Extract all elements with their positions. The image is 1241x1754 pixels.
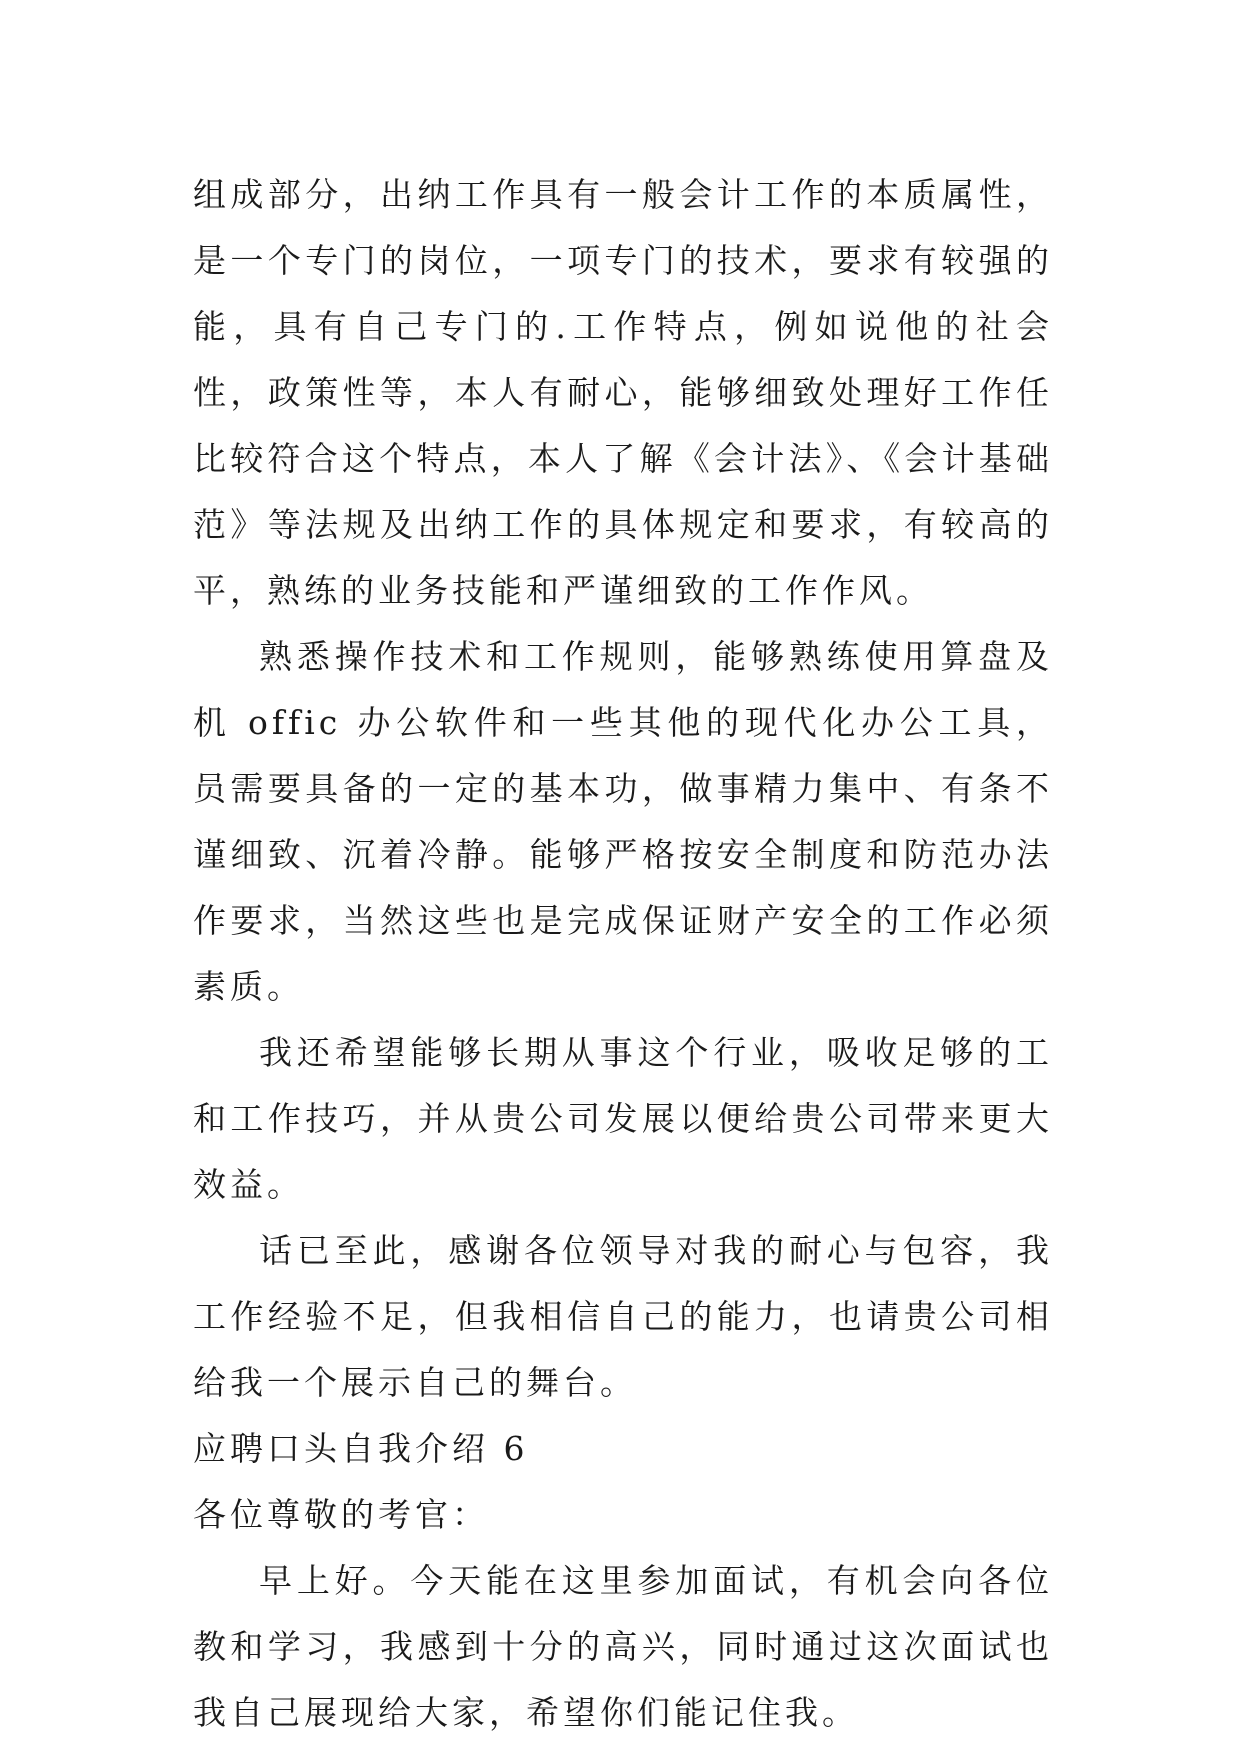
salutation: 各位尊敬的考官： [193,1495,489,1534]
text-line: 机 offic 办公软件和一些其他的现代化办公工具， [193,703,1053,742]
paragraph-first-line: 话已至此，感谢各位领导对我的耐心与包容，我 [259,1231,1053,1270]
text-line: 组成部分，出纳工作具有一般会计工作的本质属性， [193,175,1053,214]
text-line: 我自己展现给大家，希望你们能记住我。 [193,1693,859,1732]
text-line: 范》等法规及出纳工作的具体规定和要求，有较高的 [193,505,1053,544]
text-line: 工作经验不足，但我相信自己的能力，也请贵公司相 [193,1297,1053,1336]
text-line: 和工作技巧，并从贵公司发展以便给贵公司带来更大 [193,1099,1053,1138]
text-line: 能，具有自己专门的.工作特点，例如说他的社会 [193,307,1053,346]
text-line: 平，熟练的业务技能和严谨细致的工作作风。 [193,571,933,610]
text-line: 谨细致、沉着冷静。能够严格按安全制度和防范办法 [193,835,1053,874]
text-line: 员需要具备的一定的基本功，做事精力集中、有条不 [193,769,1053,808]
paragraph-first-line: 我还希望能够长期从事这个行业，吸收足够的工 [259,1033,1053,1072]
text-line: 效益。 [193,1165,304,1204]
text-line: 性，政策性等，本人有耐心，能够细致处理好工作任 [193,373,1053,412]
text-line: 给我一个展示自己的舞台。 [193,1363,637,1402]
text-line: 比较符合这个特点，本人了解《会计法》、《会计基础 [193,439,1053,478]
paragraph-first-line: 早上好。今天能在这里参加面试，有机会向各位 [259,1561,1053,1600]
paragraph-first-line: 熟悉操作技术和工作规则，能够熟练使用算盘及 [259,637,1053,676]
text-line: 素质。 [193,967,304,1006]
text-line: 教和学习，我感到十分的高兴，同时通过这次面试也 [193,1627,1053,1666]
document-body [193,162,1053,1746]
section-heading: 应聘口头自我介绍 6 [193,1429,529,1468]
text-line: 是一个专门的岗位，一项专门的技术，要求有较强的 [193,241,1053,280]
text-line: 作要求，当然这些也是完成保证财产安全的工作必须 [193,901,1053,940]
